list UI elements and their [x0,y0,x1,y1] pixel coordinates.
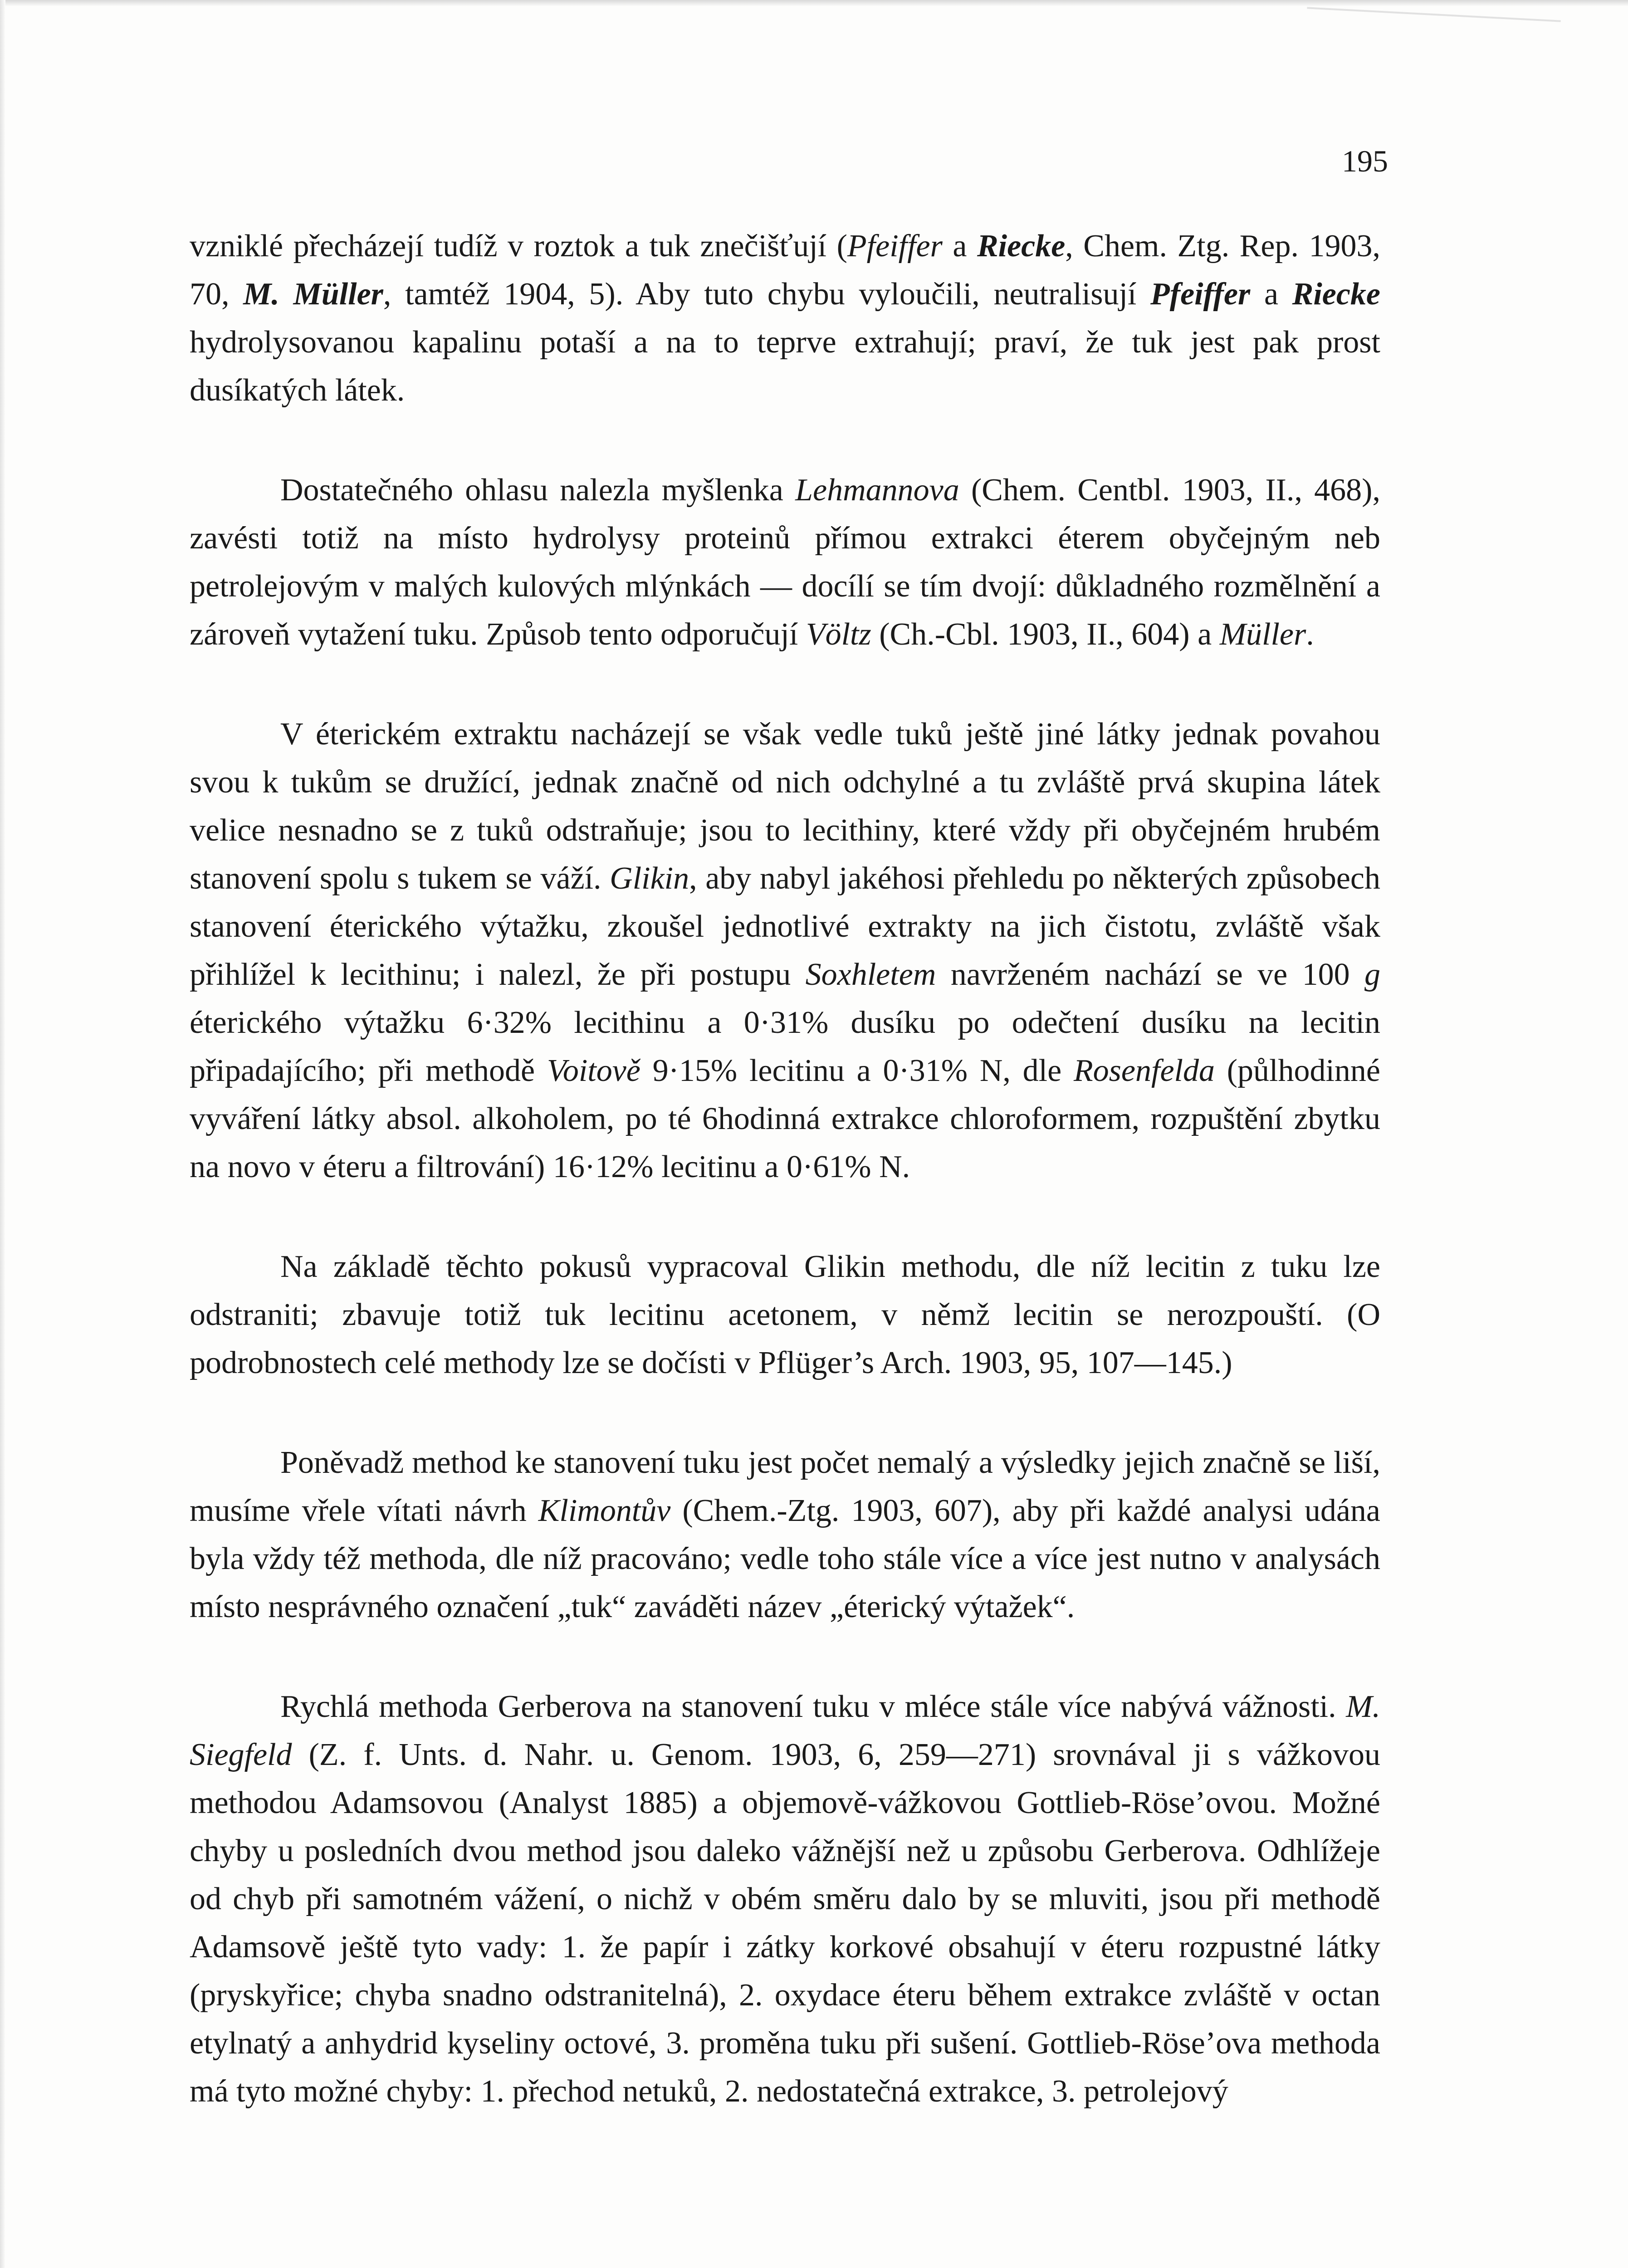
paragraph [190,222,1380,415]
text-run: hydrolysovanou kapalinu potaší a na to teprve extrahují; praví, že tuk jest pak prost dusíkatých látek. [190,325,1380,408]
page-number: 195 [1342,144,1388,178]
emphasis-run: Pfeiffer [847,229,943,264]
text-run: Poněvadž method ke stanovení tuku jest počet nemalý a výsledky jejich značně se liší, musíme vřele vítati návrh [190,1445,1380,1528]
text-run: (Chem.-Ztg. 1903, 607), aby při každé analysi udána byla vždy též methoda, dle níž pracováno; vedle toho stále více a více jest nutno v analysách místo nesprávného označení „tuk“ zaváděti název „éterický výtažek“. [190,1493,1380,1624]
text-run: Rychlá methoda Gerberova na stanovení tuku v mléce stále více nabývá vážnosti. [280,1689,1346,1724]
scan-smudge [1306,7,1561,40]
text-run: , aby nabyl jakéhosi přehledu po některých způsobech stanovení éterického výtažku, zkoušel jednotlivé extrakty na jich čistotu, zvláště však přihlížel k lecithinu; i nalezl, že při postupu [190,861,1380,992]
text-run: éterického výtažku 6·32% lecithinu a 0·31% dusíku po odečtení dusíku na lecitin připadajícího; při methodě [190,1005,1380,1088]
emphasis-run: Völtz [806,617,871,652]
text-run: V éterickém extraktu nacházejí se však vedle tuků ještě jiné látky jednak povahou svou k tukům se družící, jednak značně od nich odchylné a tu zvláště prvá skupina látek velice nesnadno se z tuků odstraňuje; jsou to lecithiny, které vždy při obyčejném hrubém stanovení spolu s tukem se váží. [190,717,1380,896]
paragraph [190,466,1380,659]
emphasis-run: Pfeiffer [1150,277,1251,312]
paragraph [190,710,1380,1191]
paragraph [190,1683,1380,2116]
text-run: (Ch.-Cbl. 1903, II., 604) a [871,617,1220,652]
text-run: . [1306,617,1314,652]
page-top-edge [0,0,1628,6]
page-left-edge [0,0,5,2268]
emphasis-run: Voitově [547,1053,640,1088]
text-run: (Z. f. Unts. d. Nahr. u. Genom. 1903, 6, 259—271) srovnával ji s vážkovou methodou Adamsovou (Analyst 1885) a objemově-vážkovou Gottlieb-Röse’ovou. Možné chyby u posledních dvou method jsou daleko vážnější než u způsobu Gerberova. Odhlížeje od chyb při samotném vážení, o nichž v obém směru dalo by se mluviti, jsou při methodě Adamsově ještě tyto vady: 1. že papír i zátky korkové obsahují v éteru rozpustné látky (pryskyřice; chyba snadno odstranitelná), 2. oxydace éteru během extrakce zvláště v octan etylnatý a anhydrid kyseliny octové, 3. proměna tuku při sušení. Gottlieb-Röse’ova methoda má tyto možné chyby: 1. přechod netuků, 2. nedostatečná extrakce, 3. petrolejový [190,1737,1380,2109]
emphasis-run: Riecke [977,229,1066,264]
emphasis-run: M. Siegfeld [190,1689,1380,1772]
emphasis-run: Riecke [1292,277,1380,312]
text-run: navrženém nachází se ve 100 [936,957,1364,992]
paragraph [190,1439,1380,1631]
text-run: 9·15% lecitinu a 0·31% N, dle [640,1053,1074,1088]
emphasis-run: g [1364,957,1380,992]
text-run: Dostatečného ohlasu nalezla myšlenka [280,473,796,508]
paragraph [190,1243,1380,1387]
emphasis-run: Glikin [610,861,689,896]
body-text [190,222,1380,2268]
emphasis-run: Lehmannova [795,473,959,508]
emphasis-run: Müller [1219,617,1306,652]
emphasis-run: Rosenfelda [1073,1053,1215,1088]
text-run: a [1250,277,1292,312]
text-run: (půlhodinné vyváření látky absol. alkoholem, po té 6hodinná extrakce chloroformem, rozpuštění zbytku na novo v éteru a filtrování) 16·12% lecitinu a 0·61% N. [190,1053,1380,1184]
text-run: Na základě těchto pokusů vypracoval Glikin methodu, dle níž lecitin z tuku lze odstraniti; zbavuje totiž tuk lecitinu acetonem, v němž lecitin se nerozpouští. (O podrobnostech celé methody lze se dočísti v Pflüger’s Arch. 1903, 95, 107—145.) [190,1249,1380,1380]
text-run: vzniklé přecházejí tudíž v roztok a tuk znečišťují ( [190,229,847,264]
text-run: , Chem. Ztg. Rep. 1903, 70, [190,229,1380,312]
emphasis-run: Soxhletem [805,957,936,992]
emphasis-run: M. Müller [243,277,383,312]
text-run: a [942,229,977,264]
text-run: (Chem. Centbl. 1903, II., 468), zavésti totiž na místo hydrolysy proteinů přímou extrakci éterem obyčejným neb petrolejovým v malých kulových mlýnkách — docílí se tím dvojí: důkladného rozmělnění a zároveň vytažení tuku. Způsob tento odporučují [190,473,1380,652]
text-run: , tamtéž 1904, 5). Aby tuto chybu vyloučili, neutralisují [383,277,1151,312]
emphasis-run: Klimontův [538,1493,671,1528]
